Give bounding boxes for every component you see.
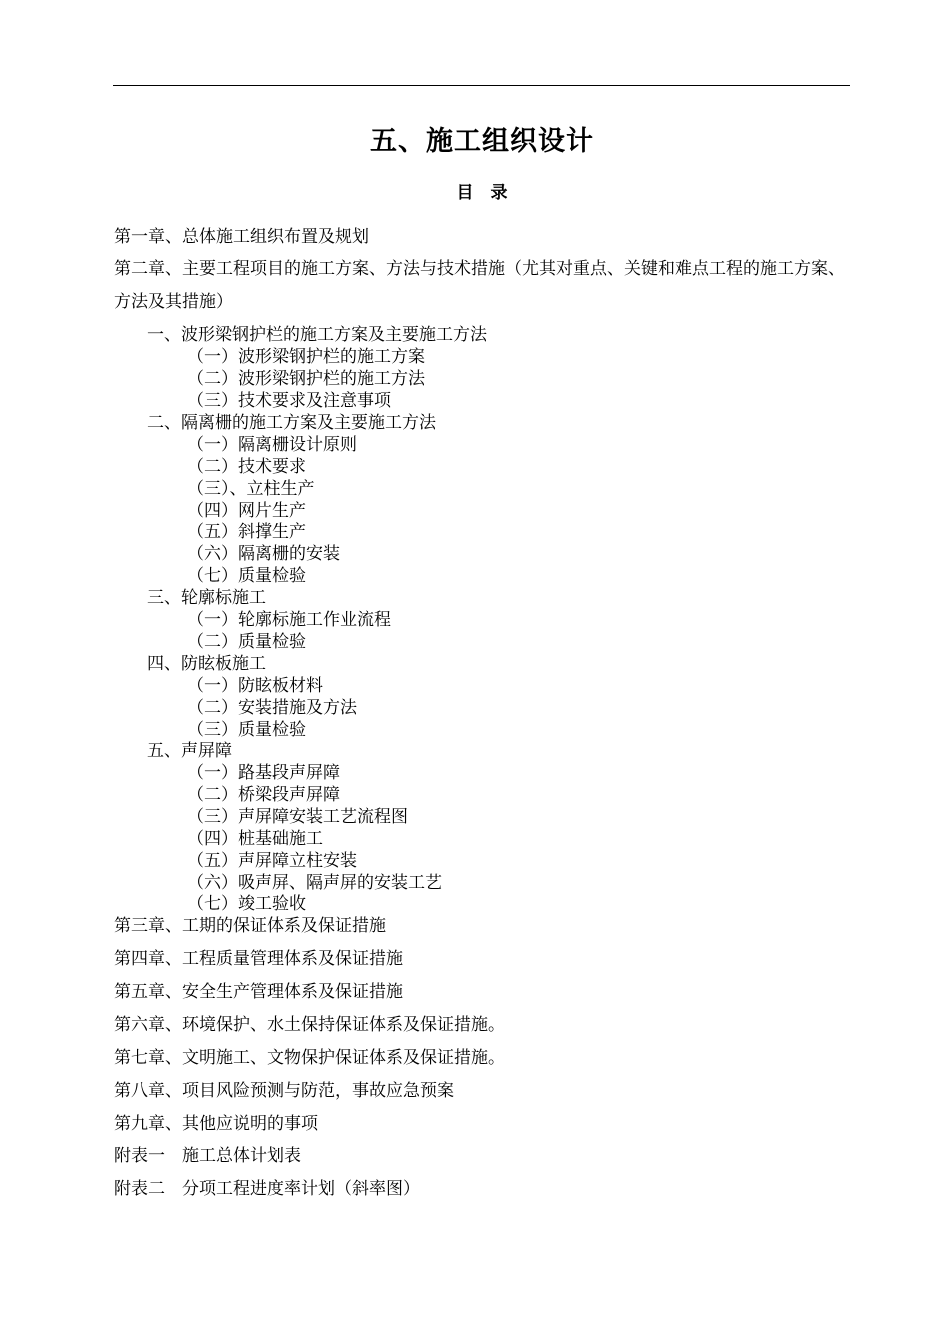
toc-section-2: 二、隔离栅的施工方案及主要施工方法: [147, 413, 436, 433]
toc-chapter-9: 第九章、其他应说明的事项: [114, 1114, 318, 1134]
toc-subsection: （七）质量检验: [187, 566, 306, 586]
toc-subsection: （二）质量检验: [187, 632, 306, 652]
toc-subsection: （三）、立柱生产: [187, 479, 315, 499]
toc-section-5: 五、声屏障: [147, 741, 232, 761]
toc-chapter-4: 第四章、工程质量管理体系及保证措施: [114, 949, 403, 969]
toc-subsection: （五）斜撑生产: [187, 522, 306, 542]
toc-subsection: （二）安装措施及方法: [187, 698, 357, 718]
toc-chapter-6: 第六章、环境保护、水土保持保证体系及保证措施。: [114, 1015, 505, 1035]
toc-section-3: 三、轮廓标施工: [147, 588, 266, 608]
toc-chapter-8: 第八章、项目风险预测与防范，事故应急预案: [114, 1081, 454, 1101]
toc-section-1: 一、波形梁钢护栏的施工方案及主要施工方法: [147, 325, 487, 345]
toc-subsection: （七）竣工验收: [187, 894, 306, 914]
toc-subsection: （六）隔离栅的安装: [187, 544, 340, 564]
toc-subsection: （二）桥梁段声屏障: [187, 785, 340, 805]
toc-subsection: （二）技术要求: [187, 457, 306, 477]
toc-heading: 目 录: [456, 183, 508, 203]
toc-subsection: （一）轮廓标施工作业流程: [187, 610, 391, 630]
toc-subsection: （五）声屏障立柱安装: [187, 851, 357, 871]
toc-section-4: 四、防眩板施工: [147, 654, 266, 674]
toc-appendix-1: 附表一 施工总体计划表: [114, 1146, 301, 1166]
toc-chapter-2: 第二章、主要工程项目的施工方案、方法与技术措施（尤其对重点、关键和难点工程的施工方案、方法及其措施）: [114, 259, 845, 312]
toc-chapter-1: 第一章、总体施工组织布置及规划: [114, 227, 369, 247]
toc-subsection: （一）路基段声屏障: [187, 763, 340, 783]
toc-subsection: （一）防眩板材料: [187, 676, 323, 696]
header-rule: [113, 85, 850, 86]
document-title: 五、施工组织设计: [370, 126, 594, 157]
toc-subsection: （一）隔离栅设计原则: [187, 435, 357, 455]
toc-subsection: （二）波形梁钢护栏的施工方法: [187, 369, 425, 389]
toc-subsection: （三）技术要求及注意事项: [187, 391, 391, 411]
toc-appendix-2: 附表二 分项工程进度率计划（斜率图）: [114, 1179, 420, 1199]
toc-subsection: （四）桩基础施工: [187, 829, 323, 849]
toc-subsection: （四）网片生产: [187, 501, 306, 521]
toc-chapter-3: 第三章、工期的保证体系及保证措施: [114, 916, 386, 936]
toc-subsection: （三）声屏障安装工艺流程图: [187, 807, 408, 827]
toc-subsection: （三）质量检验: [187, 720, 306, 740]
toc-chapter-5: 第五章、安全生产管理体系及保证措施: [114, 982, 403, 1002]
toc-subsection: （一）波形梁钢护栏的施工方案: [187, 347, 425, 367]
toc-chapter-7: 第七章、文明施工、文物保护保证体系及保证措施。: [114, 1048, 505, 1068]
toc-subsection: （六）吸声屏、隔声屏的安装工艺: [187, 873, 442, 893]
